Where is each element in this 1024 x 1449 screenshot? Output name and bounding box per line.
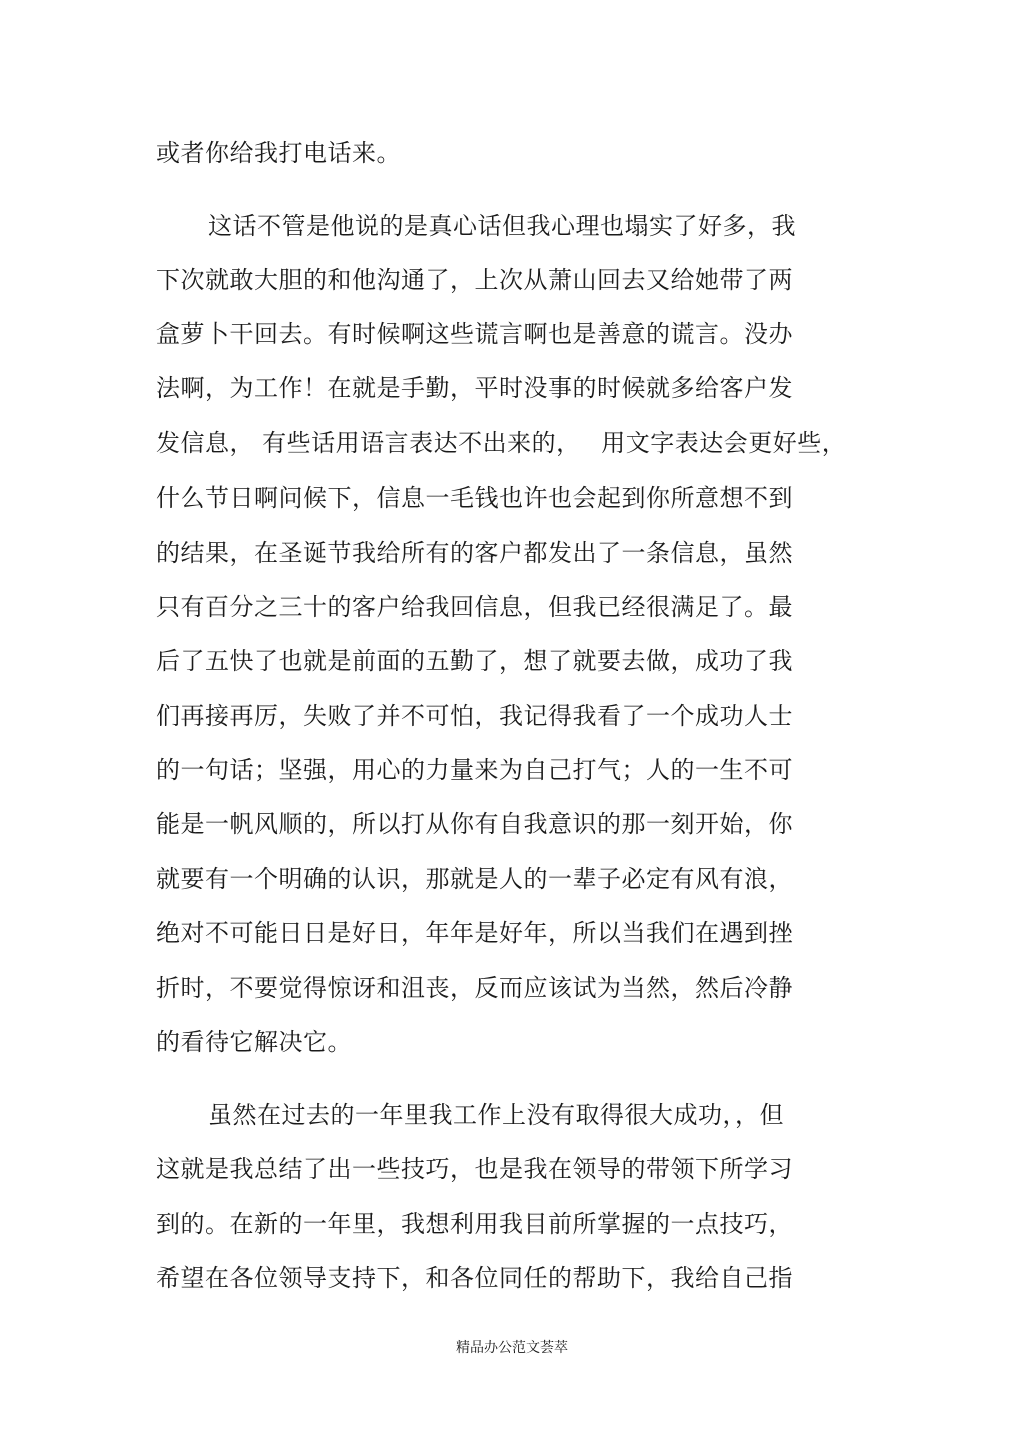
- text-line: 们再接再厉，失败了并不可怕，我记得我看了一个成功人士: [156, 702, 793, 730]
- text-line: 的看待它解决它。: [156, 1028, 352, 1056]
- text-line: 下次就敢大胆的和他沟通了，上次从萧山回去又给她带了两: [156, 266, 793, 294]
- text-line: 就要有一个明确的认识，那就是人的一辈子必定有风有浪，: [156, 865, 793, 893]
- text-line: 后了五快了也就是前面的五勤了，想了就要去做，成功了我: [156, 647, 793, 675]
- text-line: 到的。在新的一年里，我想利用我目前所掌握的一点技巧，: [156, 1210, 793, 1238]
- text-line: 或者你给我打电话来。: [156, 139, 401, 167]
- text-line: 只有百分之三十的客户给我回信息，但我已经很满足了。最: [156, 593, 793, 621]
- text-line: 发信息， 有些话用语言表达不出来的， 用文字表达会更好些，: [156, 429, 847, 457]
- text-line: 什么节日啊问候下，信息一毛钱也许也会起到你所意想不到: [156, 484, 793, 512]
- text-line: 的结果，在圣诞节我给所有的客户都发出了一条信息，虽然: [156, 539, 793, 567]
- text-line: 这就是我总结了出一些技巧，也是我在领导的带领下所学习: [156, 1155, 793, 1183]
- text-line: 虽然在过去的一年里我工作上没有取得很大成功，，但: [208, 1101, 784, 1129]
- text-line: 能是一帆风顺的，所以打从你有自我意识的那一刻开始，你: [156, 810, 793, 838]
- text-line: 折时，不要觉得惊讶和沮丧，反而应该试为当然，然后冷静: [156, 974, 793, 1002]
- page-footer: 精品办公范文荟萃: [456, 1340, 568, 1356]
- text-line: 希望在各位领导支持下，和各位同任的帮助下，我给自己指: [156, 1264, 793, 1292]
- text-line: 绝对不可能日日是好日，年年是好年，所以当我们在遇到挫: [156, 919, 793, 947]
- text-line: 这话不管是他说的是真心话但我心理也塌实了好多，我: [208, 212, 796, 240]
- text-line: 盒萝卜干回去。有时候啊这些谎言啊也是善意的谎言。没办: [156, 320, 793, 348]
- text-line: 的一句话；坚强，用心的力量来为自己打气；人的一生不可: [156, 756, 793, 784]
- text-line: 法啊，为工作！在就是手勤，平时没事的时候就多给客户发: [156, 374, 793, 402]
